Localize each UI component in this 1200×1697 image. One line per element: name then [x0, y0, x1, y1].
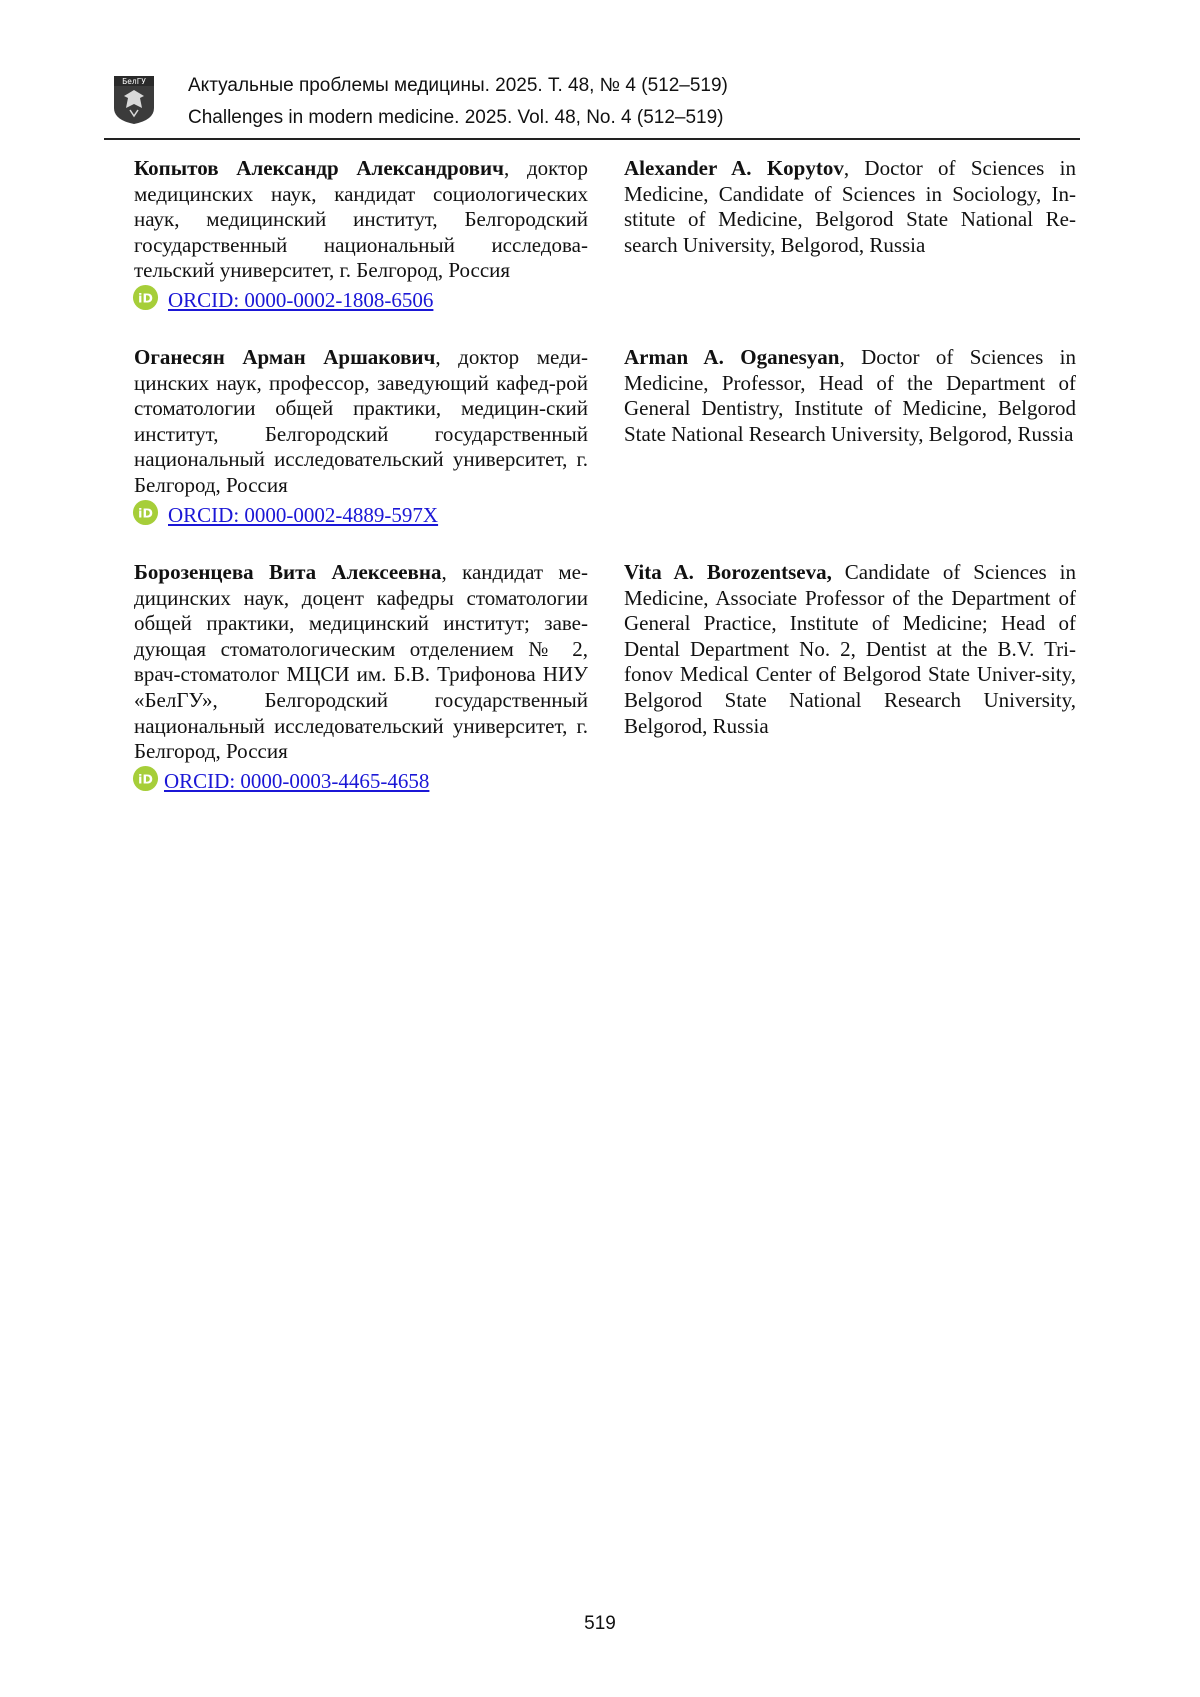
- orcid-icon: [132, 765, 159, 792]
- author-ru-3-name: Борозенцева Вита Алексеевна: [134, 560, 442, 584]
- orcid-link-1[interactable]: ORCID: 0000-0002-1808-6506: [168, 287, 434, 312]
- author-ru-3-text: [134, 560, 588, 765]
- author-en-1: [624, 156, 1076, 258]
- author-ru-3-affiliation: , кандидат ме-дицинских наук, доцент кафедры стоматологии общей практики, медицинский институт; заве-дующая стоматологическим отделением № 2, врач-стоматолог МЦСИ им. Б.В. Трифонова НИУ «БелГУ», Белгородский государственный национальный исследовательский университет, г. Белгород, Россия: [134, 560, 588, 764]
- author-en-2-name: Arman A. Oganesyan: [624, 345, 840, 369]
- orcid-row-1: [134, 286, 588, 316]
- author-en-1-name: Alexander A. Kopytov: [624, 156, 844, 180]
- svg-text:iD: iD: [138, 504, 153, 520]
- header-divider: [104, 138, 1080, 140]
- author-en-3-text: [624, 560, 1076, 739]
- author-ru-1-text: [134, 156, 588, 284]
- author-ru-2-text: [134, 345, 588, 499]
- orcid-icon: [132, 499, 159, 526]
- author-ru-1-affiliation: , доктор медицинских наук, кандидат социологических наук, медицинский институт, Белгородский государственный национальный исследова-тельский университет, г. Белгород, Россия: [134, 156, 588, 283]
- logo-text: БелГУ: [122, 77, 146, 86]
- orcid-link-3[interactable]: ORCID: 0000-0003-4465-4658: [164, 768, 430, 793]
- author-ru-2-name: Оганесян Арман Аршакович: [134, 345, 436, 369]
- orcid-icon: [132, 284, 159, 311]
- page-header: [104, 66, 1080, 138]
- author-en-2: [624, 345, 1076, 447]
- author-ru-1-name: Копытов Александр Александрович: [134, 156, 504, 180]
- journal-title-en: Challenges in modern medicine. 2025. Vol. 48, No. 4 (512–519): [188, 107, 724, 128]
- orcid-link-2[interactable]: ORCID: 0000-0002-4889-597X: [168, 502, 439, 527]
- svg-text:iD: iD: [138, 290, 153, 306]
- author-en-2-affiliation: , Doctor of Sciences in Medicine, Professor, Head of the Department of General Dentistry, Institute of Medicine, Belgorod State National Research University, Belgorod, Russia: [624, 345, 1076, 446]
- author-ru-2-affiliation: , доктор меди-цинских наук, профессор, заведующий кафед-рой стоматологии общей практики, медицин-ский институт, Белгородский государственный национальный исследовательский университет, г. Белгород, Россия: [134, 345, 588, 497]
- orcid-row-2: [134, 501, 588, 531]
- author-en-2-text: [624, 345, 1076, 447]
- page-number: 519: [584, 1613, 616, 1634]
- university-shield-logo-icon: [112, 74, 156, 126]
- svg-text:iD: iD: [138, 771, 153, 787]
- author-ru-2: [134, 345, 588, 531]
- author-en-1-affiliation: , Doctor of Sciences in Medicine, Candidate of Sciences in Sociology, In-stitute of Medicine, Belgorod State National Re-search University, Belgorod, Russia: [624, 156, 1076, 257]
- author-ru-3: [134, 560, 588, 797]
- author-en-3-affiliation: Candidate of Sciences in Medicine, Associate Professor of the Department of General Practice, Institute of Medicine; Head of Dental Department No. 2, Dentist at the B.V. Tri-fonov Medical Center of Belgorod State Univer-sity, Belgorod State National Research University, Belgorod, Russia: [624, 560, 1076, 738]
- author-en-3-name: Vita A. Borozentseva,: [624, 560, 832, 584]
- author-en-3: [624, 560, 1076, 739]
- author-en-1-text: [624, 156, 1076, 258]
- orcid-row-3: [134, 767, 588, 797]
- journal-title-ru: Актуальные проблемы медицины. 2025. Т. 48, № 4 (512–519): [188, 75, 728, 96]
- journal-citation: [188, 70, 728, 134]
- author-ru-1: [134, 156, 588, 316]
